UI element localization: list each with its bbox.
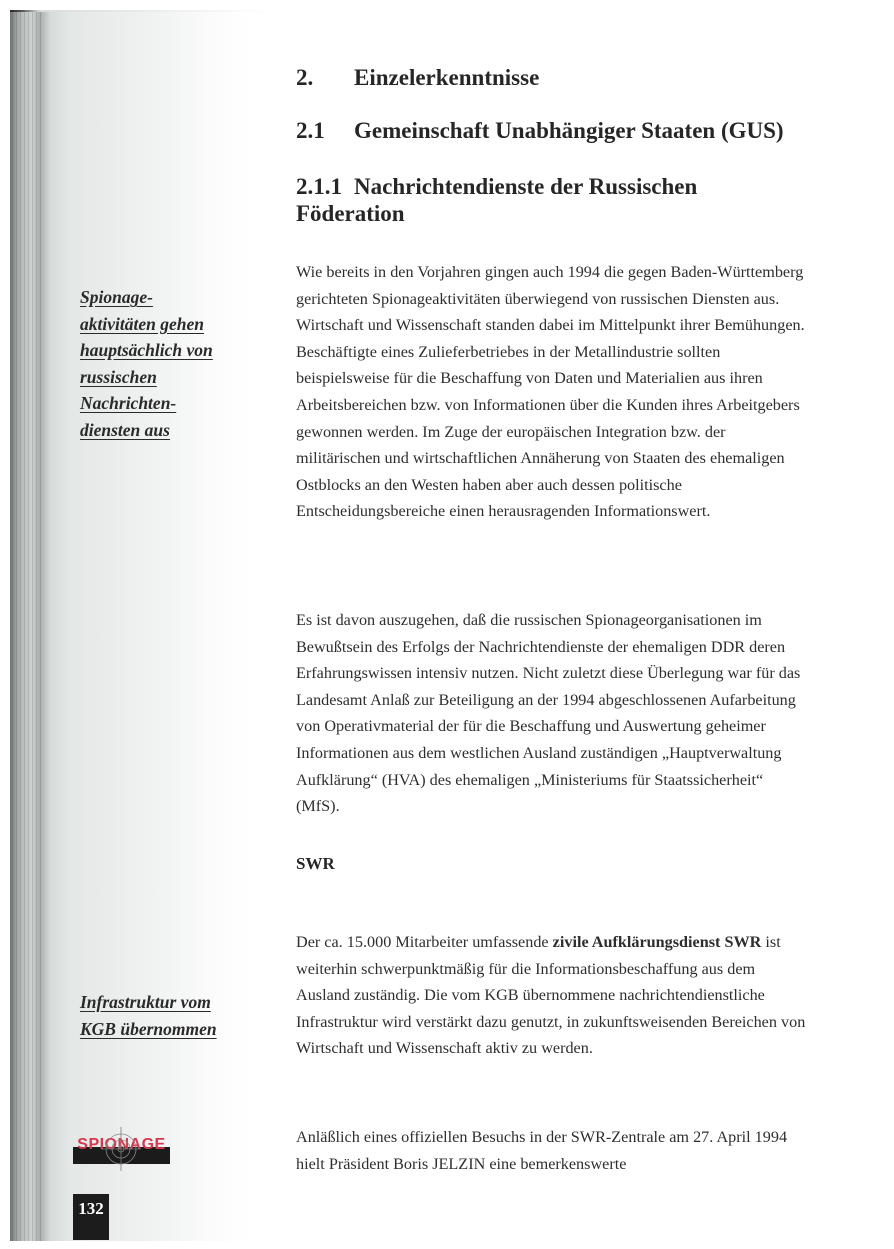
spionage-logo <box>73 1133 170 1166</box>
paragraph-1 <box>296 259 806 525</box>
margin-note-spionage <box>80 284 213 444</box>
margin-note-line: hauptsächlich von <box>80 340 213 361</box>
bold-term: zivile Aufklärungsdienst SWR <box>552 933 762 951</box>
heading-number: 2. <box>296 65 314 90</box>
margin-note-infrastruktur <box>80 989 217 1042</box>
margin-note-line: KGB übernommen <box>80 1018 217 1039</box>
margin-note-line: Nachrichten- <box>80 393 177 414</box>
book-spine <box>12 12 42 1241</box>
margin-note-line: Infrastruktur vom <box>80 992 211 1012</box>
margin-note-line: aktivitäten gehen <box>80 313 204 334</box>
heading-level-3 <box>296 173 776 227</box>
paragraph-text: Es ist davon auszugehen, daß die russischen Spionageorganisationen im Bewußtsein des Erfolgs der Nachrichtendienste der ehemaligen DDR deren Erfahrungswissen intensiv nutzen. Nicht zuletzt diese Überlegung war für das Landesamt Anlaß zur Beteiligung an der 1994 abgeschlossenen Aufarbeitung von Operativmaterial der für die Beschaffung und Auswertung geheimer Informationen aus dem westlichen Ausland zuständigen „Hauptverwaltung Aufklärung“ (HVA) des ehemaligen „Ministeriums für Staatssicherheit“ (MfS). <box>296 611 801 816</box>
paragraph-text: Wie bereits in den Vorjahren gingen auch 1994 die gegen Baden-Württemberg gerichteten Spionageaktivitäten überwiegend von russischen Diensten aus. Wirtschaft und Wissenschaft standen dabei im Mittelpunkt ihrer Bemühungen. Beschäftigte eines Zulieferbetriebes in der Metallindustrie sollten beispielsweise für die Beschaffung von Daten und Materialien aus ihren Arbeitsbereichen bzw. von Informationen über die Kunden ihres Arbeitgebers gewonnen werden. Im Zuge der europäischen Integration bzw. der militärischen und wirtschaftlichen Annäherung von Staaten des ehemaligen Ostblocks an den Westen haben aber auch dessen politische Entscheidungsbereiche einen herausragenden Informationswert. <box>296 263 805 521</box>
logo-text: SPIONAGE <box>77 1136 166 1153</box>
paragraph-text: Anläßlich eines offiziellen Besuchs in der SWR-Zentrale am 27. April 1994 hielt Präsident Boris JELZIN eine bemerkenswerte <box>296 1128 788 1173</box>
heading-number: 2.1 <box>296 118 325 143</box>
heading-level-1 <box>296 64 539 91</box>
text-run: ist weiterhin schwerpunktmäßig für die Informationsbeschaffung aus dem Ausland zuständig. Die vom KGB übernommene nachrichtendienstliche Infrastruktur wird verstärkt dazu genutzt, in zukunftsweisenden Bereichen von Wirtschaft und Wissenschaft aktiv zu werden. <box>296 933 806 1058</box>
paragraph-4 <box>296 1124 806 1177</box>
subheading-swr: SWR <box>296 854 335 873</box>
paragraph-text <box>296 929 806 1062</box>
text-run: Der ca. 15.000 Mitarbeiter umfassende <box>296 933 553 951</box>
heading-level-2 <box>296 117 784 144</box>
crosshair-icon <box>101 1127 141 1171</box>
paragraph-2 <box>296 607 806 820</box>
margin-shadow <box>10 12 250 1241</box>
page-number: 132 <box>73 1194 109 1240</box>
margin-note-line: russischen <box>80 366 157 387</box>
margin-note-line: Spionage- <box>80 287 153 307</box>
paragraph-3 <box>296 929 806 1062</box>
heading-title: Einzelerkenntnisse <box>354 65 540 90</box>
heading-number: 2.1.1 <box>296 174 342 199</box>
heading-title: Nachrichtendienste der Russischen Föderation <box>296 174 698 226</box>
margin-note-line: diensten aus <box>80 419 170 440</box>
heading-title: Gemeinschaft Unabhängiger Staaten (GUS) <box>354 118 784 143</box>
